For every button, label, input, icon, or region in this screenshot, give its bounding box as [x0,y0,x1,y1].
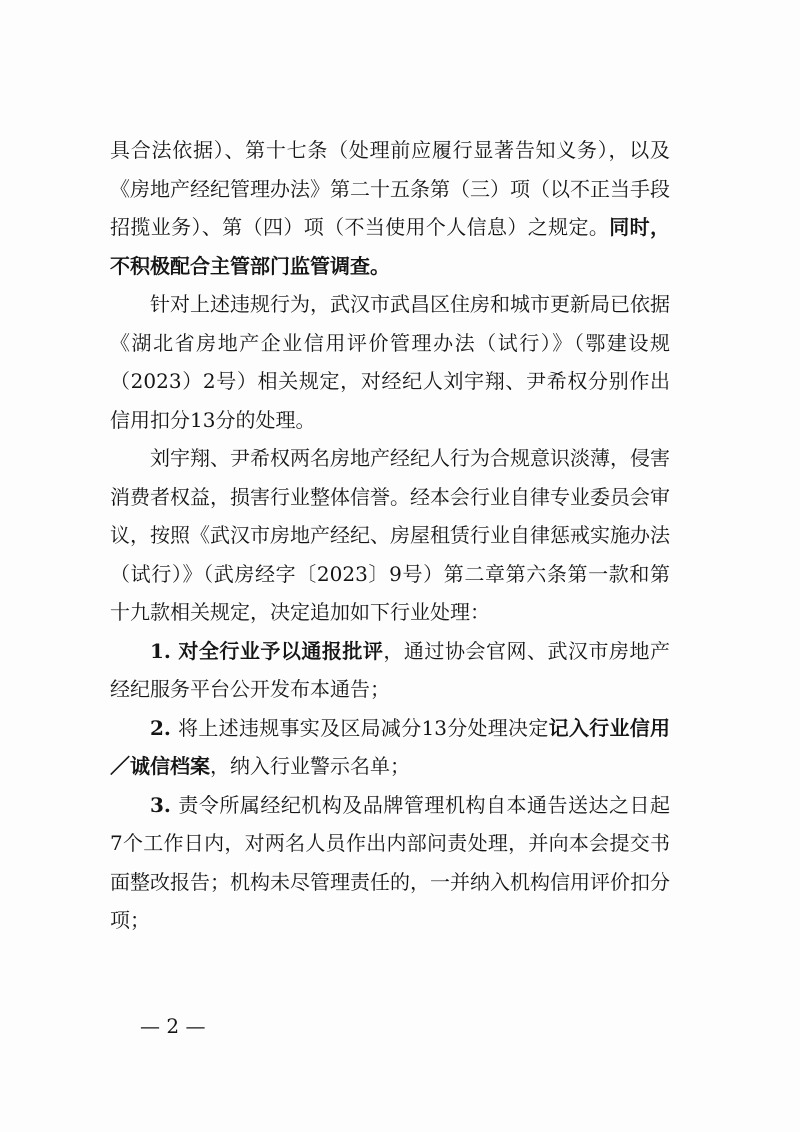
page-number: — 2 — [140,1014,206,1038]
list-item-1-text: ，通过协会官网、武汉市房地产经纪服务平台公开发布本通告； [110,638,671,701]
paragraph-industry-decision [110,439,670,632]
list-item-3-number: 3. [150,792,179,817]
list-item-2-text: 将上述违规事实及区局减分13分处理决定 [178,715,549,740]
paragraph-legal-basis-text: 具合法依据）、第十七条（处理前应履行显著告知义务），以及《房地产经纪管理办法》第二十五条第（三）项（以不正当手段招揽业务）、第（四）项（不当使用个人信息）之规定。 [110,138,670,239]
paragraph-industry-decision-text: 刘宇翔、尹希权两名房地产经纪人行为合规意识淡薄，侵害消费者权益，损害行业整体信誉。经本会行业自律专业委员会审议，按照《武汉市房地产经纪、房屋租赁行业自律惩戒实施办法（试行）》（武房经字〔2023〕9号）第二章第六条第一款和第十九款相关规定，决定追加如下行业处理： [110,446,670,624]
paragraph-legal-basis-bold: 同时，不积极配合主管部门监管调查。 [110,215,671,278]
list-item-1 [110,632,670,709]
paragraph-legal-basis [110,131,670,285]
list-item-3 [110,786,670,940]
document-body [110,131,670,940]
list-item-1-bold: 1. 对全行业予以通报批评 [150,638,384,663]
paragraph-credit-deduction-text: 针对上述违规行为，武汉市武昌区住房和城市更新局已依据《湖北省房地产企业信用评价管理办法（试行）》（鄂建设规（2023）2号）相关规定，对经纪人刘宇翔、尹希权分别作出信用扣分13分的处理。 [110,292,670,432]
list-item-2 [110,709,670,786]
list-item-3-text: 责令所属经纪机构及品牌管理机构自本通告送达之日起7个工作日内，对两名人员作出内部问责处理，并向本会提交书面整改报告；机构未尽管理责任的，一并纳入机构信用评价扣分项； [110,792,671,932]
paragraph-credit-deduction [110,285,670,439]
list-item-2-bold: 记入行业信用／诚信档案 [110,715,671,778]
list-item-2-tail: ，纳入行业警示名单； [210,754,410,778]
list-item-2-number: 2. [150,715,179,740]
